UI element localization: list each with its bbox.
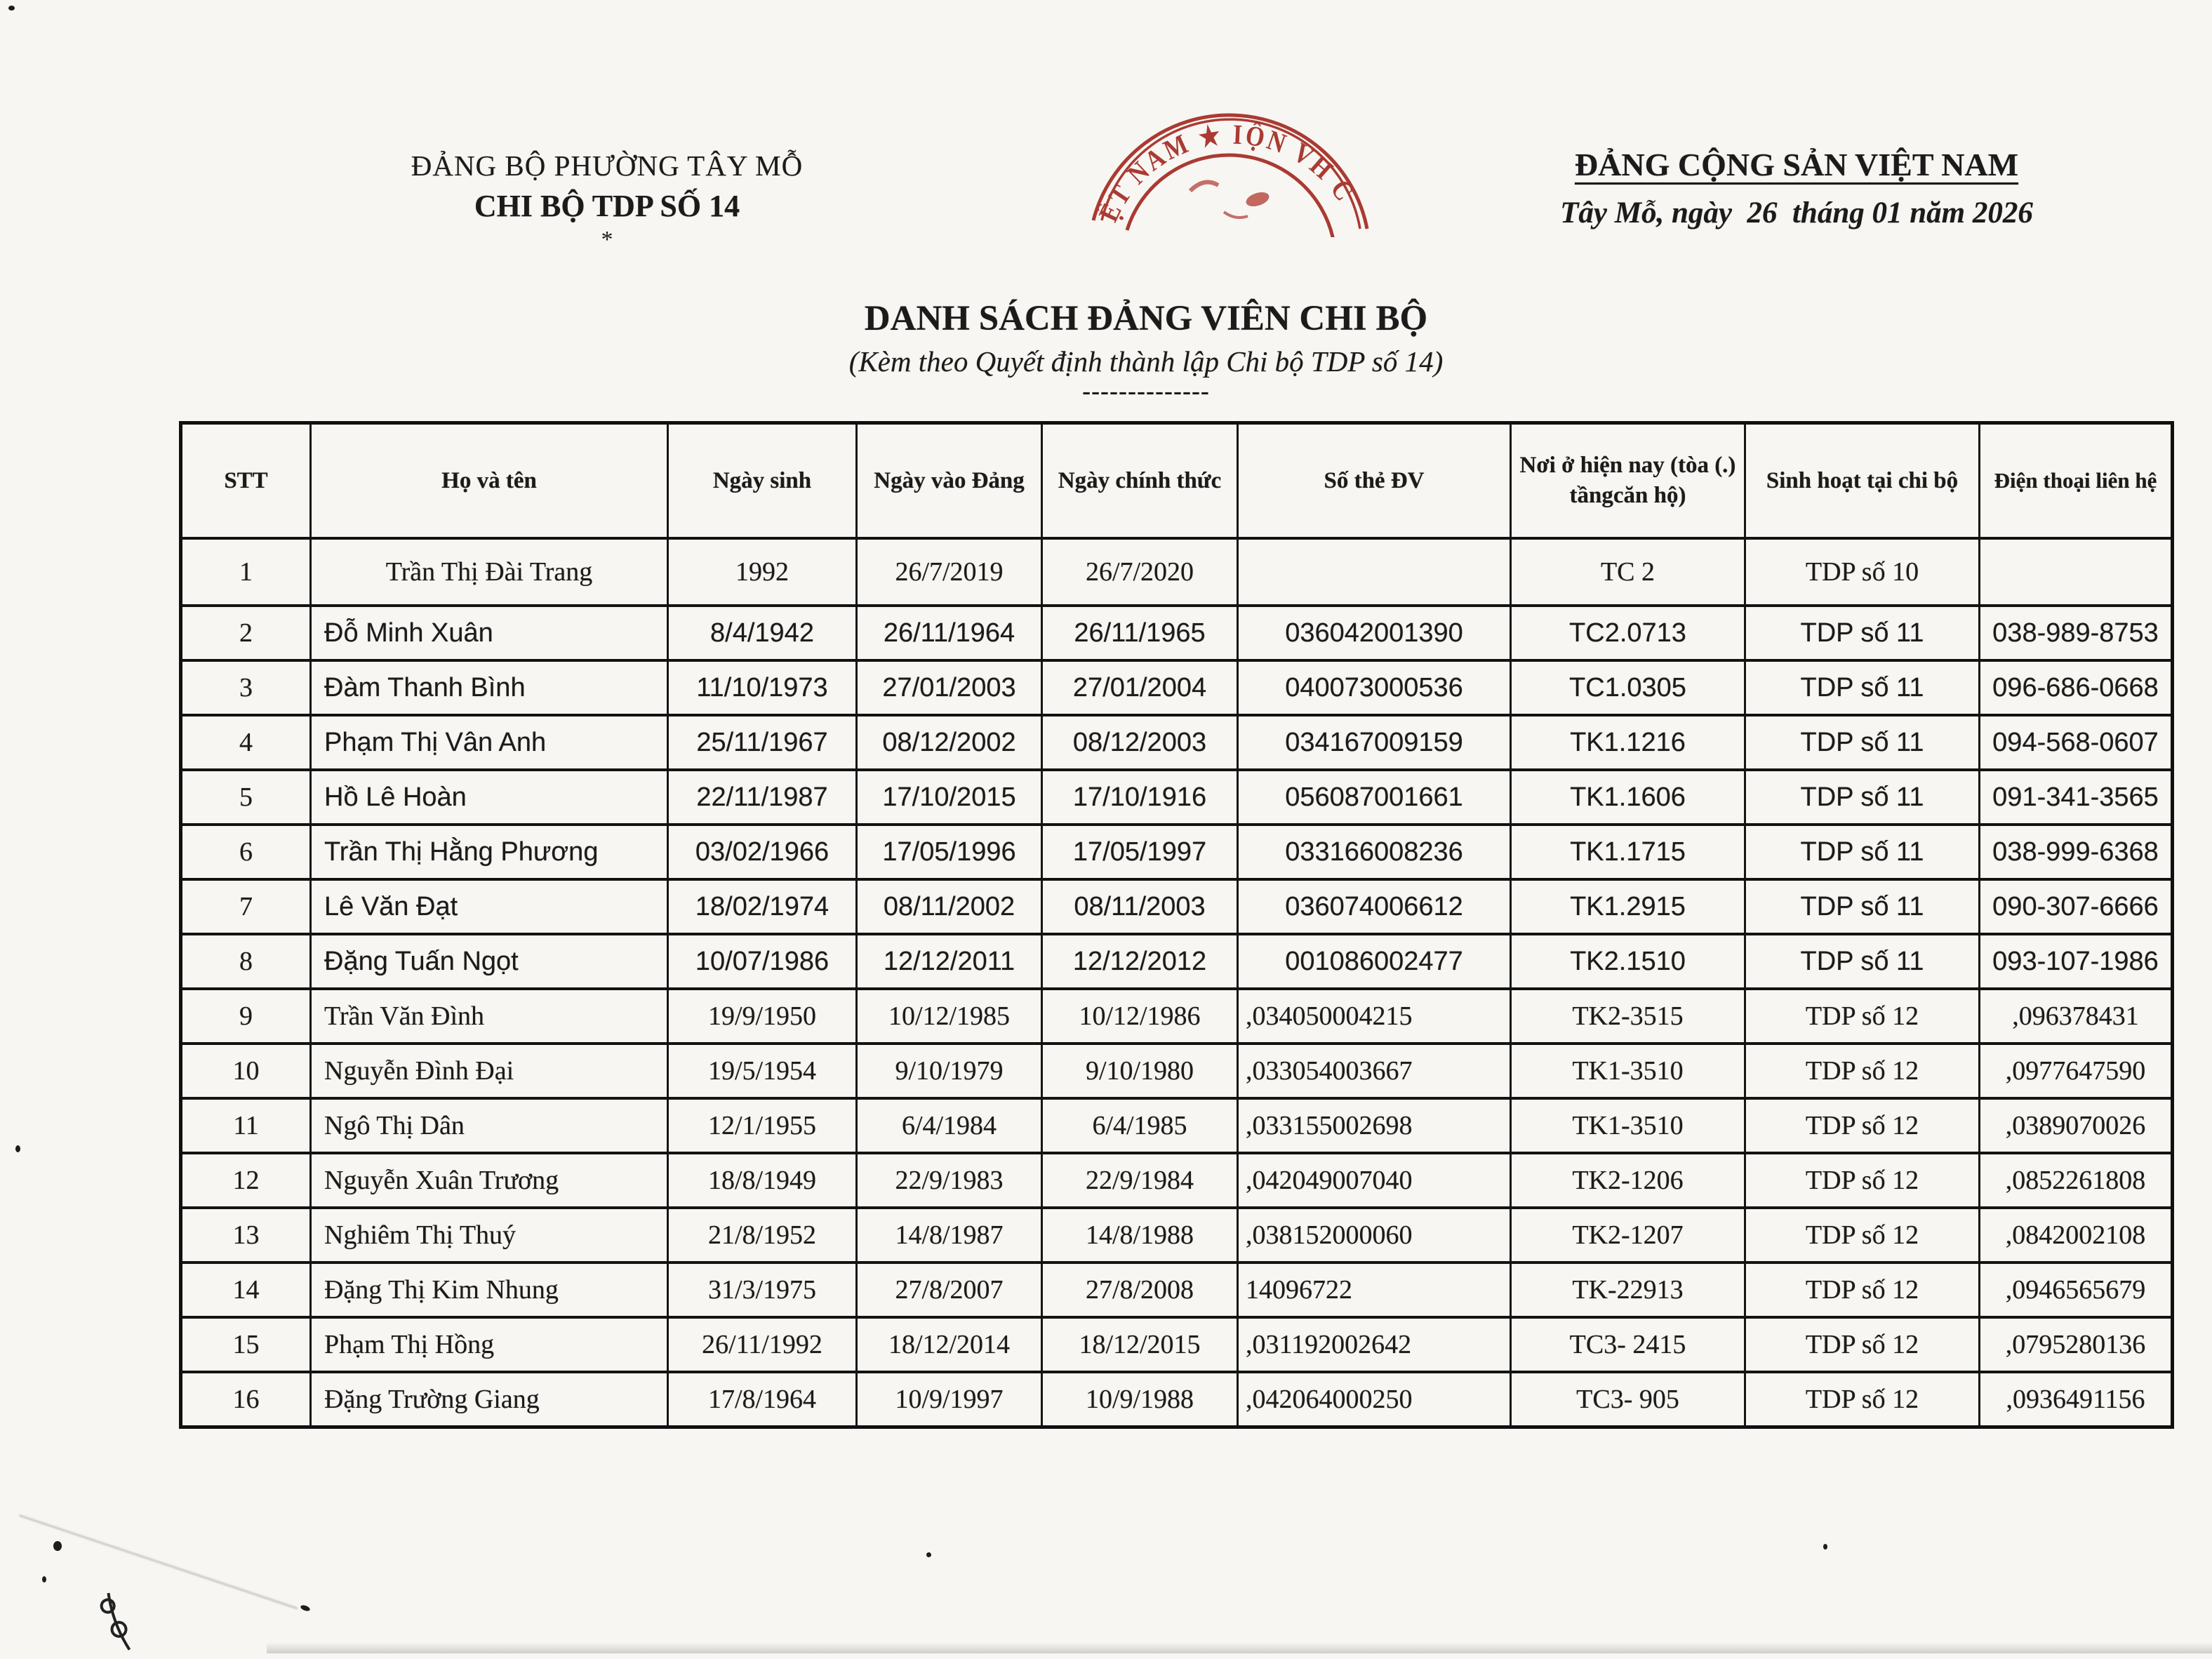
cell-chapter-row-9: TDP số 12 xyxy=(1745,989,1980,1044)
cell-birth-row-11: 12/1/1955 xyxy=(668,1098,857,1153)
cell-name-row-3: Đàm Thanh Bình xyxy=(311,660,668,715)
cell-chapter-row-8: TDP số 11 xyxy=(1745,934,1980,989)
cell-residence-row-10: TK1-3510 xyxy=(1511,1044,1745,1098)
cell-card_no-row-16: ,042064000250 xyxy=(1238,1372,1511,1427)
national-motto-line: ĐẢNG CỘNG SẢN VIỆT NAM xyxy=(1574,147,2019,182)
cell-residence-row-8: TK2.1510 xyxy=(1511,934,1745,989)
cell-birth-row-4: 25/11/1967 xyxy=(668,715,857,770)
cell-official_date-row-5: 17/10/1916 xyxy=(1042,770,1238,825)
member-row-13 xyxy=(181,1208,2173,1262)
cell-official_date-row-7: 08/11/2003 xyxy=(1042,879,1238,934)
stamp-ink-blotch xyxy=(1244,189,1271,209)
cell-stt-row-7: 7 xyxy=(181,879,311,934)
scan-artifact-mark xyxy=(86,1579,164,1659)
cell-name-row-1: Trần Thị Đài Trang xyxy=(311,538,668,606)
member-row-12 xyxy=(181,1153,2173,1208)
red-stamp xyxy=(1086,45,1381,237)
cell-join_date-row-15: 18/12/2014 xyxy=(857,1317,1042,1372)
col-header-official_date: Ngày chính thức xyxy=(1042,423,1238,539)
cell-birth-row-9: 19/9/1950 xyxy=(668,989,857,1044)
cell-chapter-row-12: TDP số 12 xyxy=(1745,1153,1980,1208)
member-row-11 xyxy=(181,1098,2173,1153)
cell-chapter-row-16: TDP số 12 xyxy=(1745,1372,1980,1427)
cell-join_date-row-6: 17/05/1996 xyxy=(857,825,1042,879)
dashed-separator: -------------- xyxy=(1082,377,1210,405)
cell-chapter-row-13: TDP số 12 xyxy=(1745,1208,1980,1262)
cell-birth-row-16: 17/8/1964 xyxy=(668,1372,857,1427)
cell-phone-row-8: 093-107-1986 xyxy=(1980,934,2173,989)
cell-chapter-row-2: TDP số 11 xyxy=(1745,606,1980,660)
cell-chapter-row-1: TDP số 10 xyxy=(1745,538,1980,606)
cell-card_no-row-8: 001086002477 xyxy=(1238,934,1511,989)
cell-phone-row-1 xyxy=(1980,538,2173,606)
col-header-phone: Điện thoại liên hệ xyxy=(1980,423,2173,539)
cell-official_date-row-16: 10/9/1988 xyxy=(1042,1372,1238,1427)
cell-residence-row-13: TK2-1207 xyxy=(1511,1208,1745,1262)
cell-residence-row-5: TK1.1606 xyxy=(1511,770,1745,825)
document-title: DANH SÁCH ĐẢNG VIÊN CHI BỘ xyxy=(864,299,1428,338)
cell-join_date-row-2: 26/11/1964 xyxy=(857,606,1042,660)
ink-speck xyxy=(300,1604,311,1612)
cell-residence-row-2: TC2.0713 xyxy=(1511,606,1745,660)
cell-birth-row-13: 21/8/1952 xyxy=(668,1208,857,1262)
title-block xyxy=(179,298,2113,405)
cell-card_no-row-15: ,031192002642 xyxy=(1238,1317,1511,1372)
member-row-3 xyxy=(181,660,2173,715)
cell-join_date-row-8: 12/12/2011 xyxy=(857,934,1042,989)
scan-edge-shadow xyxy=(267,1642,2212,1653)
cell-official_date-row-13: 14/8/1988 xyxy=(1042,1208,1238,1262)
cell-birth-row-2: 8/4/1942 xyxy=(668,606,857,660)
member-row-6 xyxy=(181,825,2173,879)
cell-chapter-row-11: TDP số 12 xyxy=(1745,1098,1980,1153)
cell-official_date-row-11: 6/4/1985 xyxy=(1042,1098,1238,1153)
cell-name-row-14: Đặng Thị Kim Nhung xyxy=(311,1262,668,1317)
cell-name-row-8: Đặng Tuấn Ngọt xyxy=(311,934,668,989)
cell-stt-row-1: 1 xyxy=(181,538,311,606)
member-row-16 xyxy=(181,1372,2173,1427)
cell-chapter-row-10: TDP số 12 xyxy=(1745,1044,1980,1098)
cell-card_no-row-7: 036074006612 xyxy=(1238,879,1511,934)
cell-name-row-7: Lê Văn Đạt xyxy=(311,879,668,934)
cell-residence-row-15: TC3- 2415 xyxy=(1511,1317,1745,1372)
cell-stt-row-16: 16 xyxy=(181,1372,311,1427)
cell-phone-row-6: 038-999-6368 xyxy=(1980,825,2173,879)
col-header-stt: STT xyxy=(181,423,311,539)
member-row-4 xyxy=(181,715,2173,770)
cell-birth-row-14: 31/3/1975 xyxy=(668,1262,857,1317)
cell-official_date-row-10: 9/10/1980 xyxy=(1042,1044,1238,1098)
cell-card_no-row-10: ,033054003667 xyxy=(1238,1044,1511,1098)
cell-birth-row-5: 22/11/1987 xyxy=(668,770,857,825)
cell-join_date-row-13: 14/8/1987 xyxy=(857,1208,1042,1262)
cell-residence-row-7: TK1.2915 xyxy=(1511,879,1745,934)
stamp-arc-text: ỆT NAM ★ IỘN VH C xyxy=(1092,117,1364,227)
cell-official_date-row-6: 17/05/1997 xyxy=(1042,825,1238,879)
col-header-join_date: Ngày vào Đảng xyxy=(857,423,1042,539)
cell-card_no-row-9: ,034050004215 xyxy=(1238,989,1511,1044)
cell-stt-row-10: 10 xyxy=(181,1044,311,1098)
cell-birth-row-6: 03/02/1966 xyxy=(668,825,857,879)
place-date-line: Tây Mỗ, ngày 26 tháng 01 năm 2026 xyxy=(1560,196,2033,229)
cell-stt-row-12: 12 xyxy=(181,1153,311,1208)
col-header-chapter: Sinh hoạt tại chi bộ xyxy=(1745,423,1980,539)
cell-phone-row-9: ,096378431 xyxy=(1980,989,2173,1044)
member-row-14 xyxy=(181,1262,2173,1317)
cell-phone-row-12: ,0852261808 xyxy=(1980,1153,2173,1208)
cell-name-row-11: Ngô Thị Dân xyxy=(311,1098,668,1153)
org-parent-name: ĐẢNG BỘ PHƯỜNG TÂY MỖ xyxy=(411,149,804,182)
cell-birth-row-15: 26/11/1992 xyxy=(668,1317,857,1372)
org-unit-name: CHI BỘ TDP SỐ 14 xyxy=(474,189,740,223)
cell-chapter-row-5: TDP số 11 xyxy=(1745,770,1980,825)
cell-phone-row-15: ,0795280136 xyxy=(1980,1317,2173,1372)
cell-join_date-row-10: 9/10/1979 xyxy=(857,1044,1042,1098)
member-row-9 xyxy=(181,989,2173,1044)
cell-official_date-row-4: 08/12/2003 xyxy=(1042,715,1238,770)
cell-official_date-row-15: 18/12/2015 xyxy=(1042,1317,1238,1372)
member-row-15 xyxy=(181,1317,2173,1372)
cell-name-row-9: Trần Văn Đình xyxy=(311,989,668,1044)
cell-chapter-row-4: TDP số 11 xyxy=(1745,715,1980,770)
cell-birth-row-7: 18/02/1974 xyxy=(668,879,857,934)
cell-chapter-row-3: TDP số 11 xyxy=(1745,660,1980,715)
col-header-residence: Nơi ở hiện nay (tòa (.) tầngcăn hộ) xyxy=(1511,423,1745,539)
cell-card_no-row-4: 034167009159 xyxy=(1238,715,1511,770)
cell-name-row-6: Trần Thị Hằng Phương xyxy=(311,825,668,879)
cell-card_no-row-11: ,033155002698 xyxy=(1238,1098,1511,1153)
cell-birth-row-1: 1992 xyxy=(668,538,857,606)
cell-join_date-row-1: 26/7/2019 xyxy=(857,538,1042,606)
cell-phone-row-5: 091-341-3565 xyxy=(1980,770,2173,825)
cell-residence-row-9: TK2-3515 xyxy=(1511,989,1745,1044)
member-row-1 xyxy=(181,538,2173,606)
table-header-row xyxy=(181,423,2173,539)
cell-card_no-row-13: ,038152000060 xyxy=(1238,1208,1511,1262)
cell-name-row-12: Nguyễn Xuân Trương xyxy=(311,1153,668,1208)
cell-official_date-row-1: 26/7/2020 xyxy=(1042,538,1238,606)
org-star-mark: * xyxy=(601,227,613,253)
cell-chapter-row-15: TDP số 12 xyxy=(1745,1317,1980,1372)
cell-birth-row-3: 11/10/1973 xyxy=(668,660,857,715)
ink-speck xyxy=(53,1541,62,1551)
header-left-block xyxy=(351,149,863,253)
cell-official_date-row-14: 27/8/2008 xyxy=(1042,1262,1238,1317)
cell-official_date-row-8: 12/12/2012 xyxy=(1042,934,1238,989)
cell-chapter-row-6: TDP số 11 xyxy=(1745,825,1980,879)
cell-name-row-16: Đặng Trường Giang xyxy=(311,1372,668,1427)
cell-card_no-row-2: 036042001390 xyxy=(1238,606,1511,660)
cell-stt-row-14: 14 xyxy=(181,1262,311,1317)
cell-residence-row-11: TK1-3510 xyxy=(1511,1098,1745,1153)
cell-card_no-row-5: 056087001661 xyxy=(1238,770,1511,825)
cell-card_no-row-1 xyxy=(1238,538,1511,606)
cell-phone-row-14: ,0946565679 xyxy=(1980,1262,2173,1317)
member-row-10 xyxy=(181,1044,2173,1098)
ink-speck xyxy=(15,1145,20,1152)
ink-speck xyxy=(926,1552,931,1557)
cell-card_no-row-14: 14096722 xyxy=(1238,1262,1511,1317)
stamp-faint-marks xyxy=(1190,182,1248,218)
cell-card_no-row-3: 040073000536 xyxy=(1238,660,1511,715)
member-row-7 xyxy=(181,879,2173,934)
document-subtitle: (Kèm theo Quyết định thành lập Chi bộ TDP số 14) xyxy=(848,345,1444,378)
header-right-block xyxy=(1467,146,2126,230)
cell-stt-row-6: 6 xyxy=(181,825,311,879)
cell-chapter-row-7: TDP số 11 xyxy=(1745,879,1980,934)
ink-speck xyxy=(8,6,15,11)
cell-name-row-4: Phạm Thị Vân Anh xyxy=(311,715,668,770)
ink-speck xyxy=(1823,1544,1827,1550)
table-header xyxy=(181,423,2173,539)
table-body xyxy=(181,538,2173,1427)
cell-stt-row-3: 3 xyxy=(181,660,311,715)
col-header-card_no: Số thẻ ĐV xyxy=(1238,423,1511,539)
cell-name-row-10: Nguyễn Đình Đại xyxy=(311,1044,668,1098)
cell-birth-row-12: 18/8/1949 xyxy=(668,1153,857,1208)
cell-official_date-row-3: 27/01/2004 xyxy=(1042,660,1238,715)
cell-phone-row-16: ,0936491156 xyxy=(1980,1372,2173,1427)
members-table xyxy=(179,421,2174,1429)
cell-join_date-row-12: 22/9/1983 xyxy=(857,1153,1042,1208)
cell-residence-row-3: TC1.0305 xyxy=(1511,660,1745,715)
cell-stt-row-2: 2 xyxy=(181,606,311,660)
cell-stt-row-11: 11 xyxy=(181,1098,311,1153)
cell-name-row-5: Hồ Lê Hoàn xyxy=(311,770,668,825)
cell-name-row-2: Đỗ Minh Xuân xyxy=(311,606,668,660)
cell-phone-row-3: 096-686-0668 xyxy=(1980,660,2173,715)
cell-join_date-row-5: 17/10/2015 xyxy=(857,770,1042,825)
member-row-2 xyxy=(181,606,2173,660)
cell-birth-row-8: 10/07/1986 xyxy=(668,934,857,989)
cell-residence-row-12: TK2-1206 xyxy=(1511,1153,1745,1208)
cell-chapter-row-14: TDP số 12 xyxy=(1745,1262,1980,1317)
cell-residence-row-4: TK1.1216 xyxy=(1511,715,1745,770)
cell-phone-row-4: 094-568-0607 xyxy=(1980,715,2173,770)
cell-phone-row-10: ,0977647590 xyxy=(1980,1044,2173,1098)
cell-stt-row-4: 4 xyxy=(181,715,311,770)
cell-stt-row-9: 9 xyxy=(181,989,311,1044)
cell-card_no-row-6: 033166008236 xyxy=(1238,825,1511,879)
cell-join_date-row-14: 27/8/2007 xyxy=(857,1262,1042,1317)
cell-phone-row-7: 090-307-6666 xyxy=(1980,879,2173,934)
cell-stt-row-13: 13 xyxy=(181,1208,311,1262)
cell-join_date-row-9: 10/12/1985 xyxy=(857,989,1042,1044)
cell-official_date-row-2: 26/11/1965 xyxy=(1042,606,1238,660)
cell-stt-row-8: 8 xyxy=(181,934,311,989)
ink-speck xyxy=(42,1576,46,1583)
cell-stt-row-5: 5 xyxy=(181,770,311,825)
member-row-5 xyxy=(181,770,2173,825)
cell-join_date-row-11: 6/4/1984 xyxy=(857,1098,1042,1153)
cell-residence-row-14: TK-22913 xyxy=(1511,1262,1745,1317)
cell-name-row-13: Nghiêm Thị Thuý xyxy=(311,1208,668,1262)
cell-join_date-row-16: 10/9/1997 xyxy=(857,1372,1042,1427)
cell-name-row-15: Phạm Thị Hồng xyxy=(311,1317,668,1372)
cell-phone-row-13: ,0842002108 xyxy=(1980,1208,2173,1262)
col-header-birth: Ngày sinh xyxy=(668,423,857,539)
cell-stt-row-15: 15 xyxy=(181,1317,311,1372)
cell-join_date-row-3: 27/01/2003 xyxy=(857,660,1042,715)
cell-phone-row-2: 038-989-8753 xyxy=(1980,606,2173,660)
cell-birth-row-10: 19/5/1954 xyxy=(668,1044,857,1098)
cell-phone-row-11: ,0389070026 xyxy=(1980,1098,2173,1153)
cell-residence-row-16: TC3- 905 xyxy=(1511,1372,1745,1427)
cell-join_date-row-7: 08/11/2002 xyxy=(857,879,1042,934)
member-row-8 xyxy=(181,934,2173,989)
cell-residence-row-1: TC 2 xyxy=(1511,538,1745,606)
cell-card_no-row-12: ,042049007040 xyxy=(1238,1153,1511,1208)
cell-residence-row-6: TK1.1715 xyxy=(1511,825,1745,879)
cell-official_date-row-12: 22/9/1984 xyxy=(1042,1153,1238,1208)
scan-crease-line xyxy=(19,1514,298,1609)
col-header-name: Họ và tên xyxy=(311,423,668,539)
cell-join_date-row-4: 08/12/2002 xyxy=(857,715,1042,770)
cell-official_date-row-9: 10/12/1986 xyxy=(1042,989,1238,1044)
